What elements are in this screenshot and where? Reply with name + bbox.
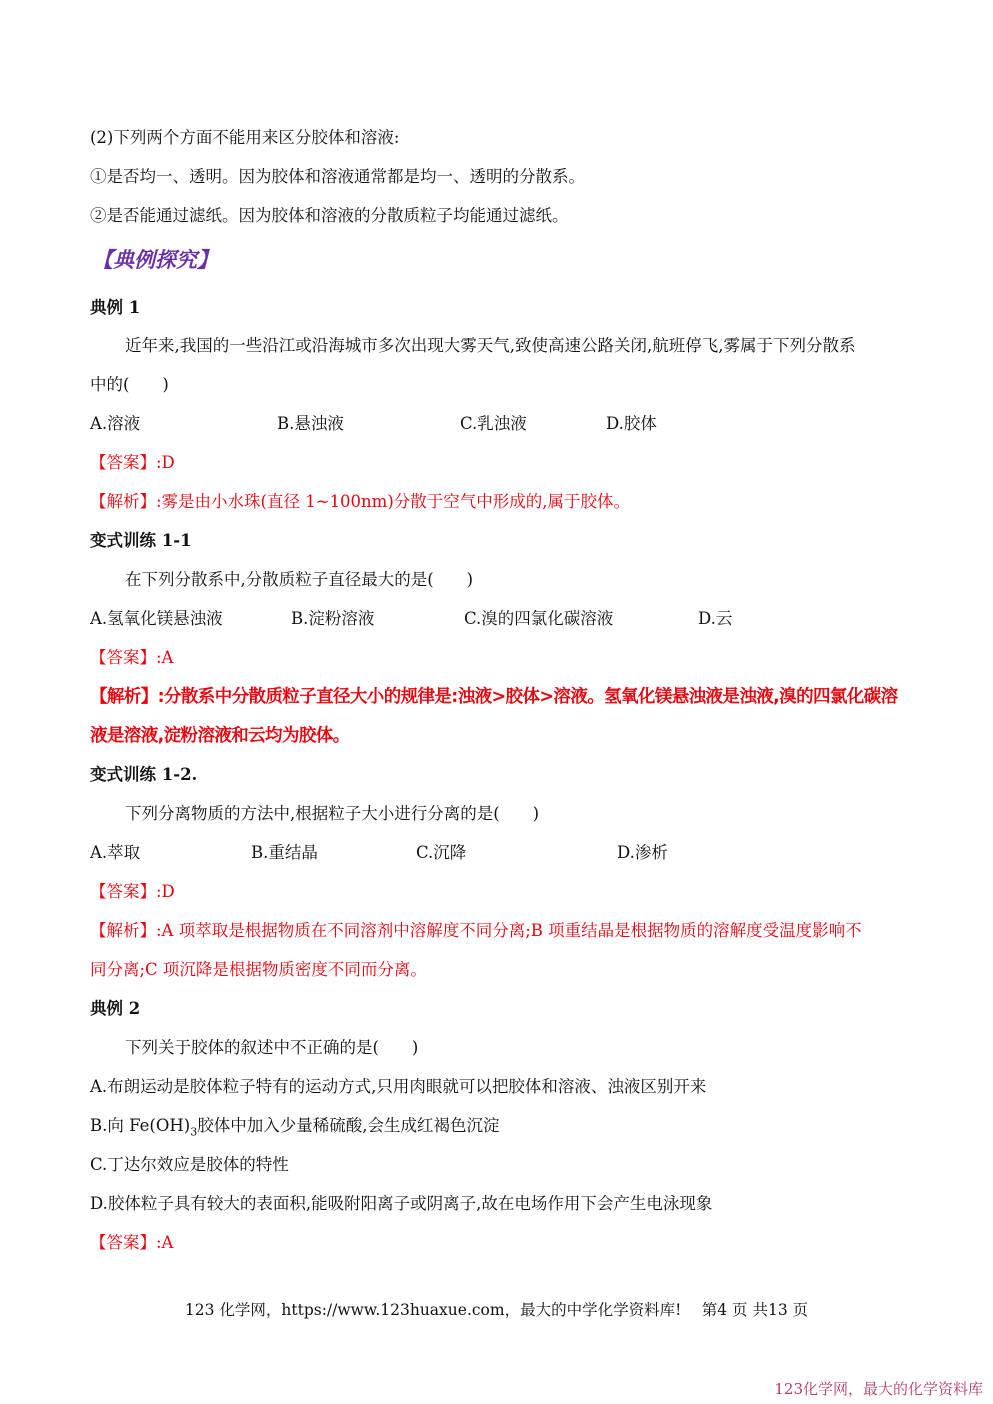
variant-1-1-analysis-line-2: 液是溶液,淀粉溶液和云均为胶体。 <box>90 726 350 746</box>
example-1-option-d: D.胶体 <box>606 414 657 433</box>
example-2-option-a: A.布朗运动是胶体粒子特有的运动方式,只用肉眼就可以把胶体和溶液、浊液区别开来 <box>90 1077 707 1096</box>
example-1-answer: 【答案】:D <box>90 453 175 472</box>
example-1-option-a: A.溶液 <box>90 414 141 433</box>
example-2-option-d: D.胶体粒子具有较大的表面积,能吸附阳离子或阴离子,故在电场作用下会产生电泳现象 <box>90 1194 713 1213</box>
example-2-option-c: C.丁达尔效应是胶体的特性 <box>90 1155 289 1174</box>
section-heading: 【典例探究】 <box>92 247 218 272</box>
example-1-question-line-2: 中的( ) <box>90 375 169 394</box>
variant-1-2-analysis-line-1: 【解析】:A 项萃取是根据物质在不同溶剂中溶解度不同分离;B 项重结晶是根据物质的溶解度受温度影响不 <box>90 921 862 940</box>
variant-1-1-option-a: A.氢氧化镁悬浊液 <box>90 609 223 628</box>
variant-1-2-answer: 【答案】:D <box>90 882 175 901</box>
site-brand: 123化学网，最大的化学资料库 <box>774 1380 983 1398</box>
intro-line-2: ①是否均一、透明。因为胶体和溶液通常都是均一、透明的分散系。 <box>90 167 585 186</box>
intro-line-1: (2)下列两个方面不能用来区分胶体和溶液: <box>90 128 400 147</box>
variant-1-1-option-d: D.云 <box>698 609 733 628</box>
variant-1-1-analysis-line-1: 【解析】:分散系中分散质粒子直径大小的规律是:浊液>胶体>溶液。氢氧化镁悬浊液是浊液,溴的四氯化碳溶 <box>90 687 898 707</box>
variant-1-2-analysis-line-2: 同分离;C 项沉降是根据物质密度不同而分离。 <box>90 960 427 979</box>
variant-1-2-title: 变式训练 1-2. <box>90 765 198 784</box>
example-1-question-line-1: 近年来,我国的一些沿江或沿海城市多次出现大雾天气,致使高速公路关闭,航班停飞,雾属于下列分散系 <box>125 336 856 355</box>
variant-1-1-option-b: B.淀粉溶液 <box>291 609 375 628</box>
variant-1-2-option-d: D.渗析 <box>617 843 668 862</box>
example-1-option-c: C.乳浊液 <box>460 414 527 433</box>
example-1-analysis: 【解析】:雾是由小水珠(直径 1~100nm)分散于空气中形成的,属于胶体。 <box>90 492 631 511</box>
example-2-option-b <box>90 1114 499 1144</box>
intro-line-3: ②是否能通过滤纸。因为胶体和溶液的分散质粒子均能通过滤纸。 <box>90 206 569 225</box>
variant-1-1-answer: 【答案】:A <box>90 648 174 667</box>
variant-1-2-option-a: A.萃取 <box>90 843 141 862</box>
variant-1-1-title: 变式训练 1-1 <box>90 531 192 550</box>
example-2-question: 下列关于胶体的叙述中不正确的是( ) <box>125 1038 419 1057</box>
variant-1-2-option-b: B.重结晶 <box>251 843 318 862</box>
variant-1-1-option-c: C.溴的四氯化碳溶液 <box>464 609 614 628</box>
option-b-suffix: 胶体中加入少量稀硫酸,会生成红褐色沉淀 <box>197 1116 500 1135</box>
option-b-prefix: B.向 Fe(OH) <box>90 1116 191 1135</box>
example-1-option-b: B.悬浊液 <box>277 414 344 433</box>
variant-1-2-question: 下列分离物质的方法中,根据粒子大小进行分离的是( ) <box>125 804 540 823</box>
example-1-title: 典例 1 <box>90 298 141 317</box>
variant-1-1-question: 在下列分散系中,分散质粒子直径最大的是( ) <box>125 570 474 589</box>
example-2-answer: 【答案】:A <box>90 1233 174 1252</box>
page-footer: 123 化学网，https://www.123huaxue.com，最大的中学化学资料库! 第4 页 共13 页 <box>184 1301 809 1319</box>
example-2-title: 典例 2 <box>90 999 141 1018</box>
option-b-subscript: 3 <box>190 1125 198 1139</box>
variant-1-2-option-c: C.沉降 <box>416 843 467 862</box>
